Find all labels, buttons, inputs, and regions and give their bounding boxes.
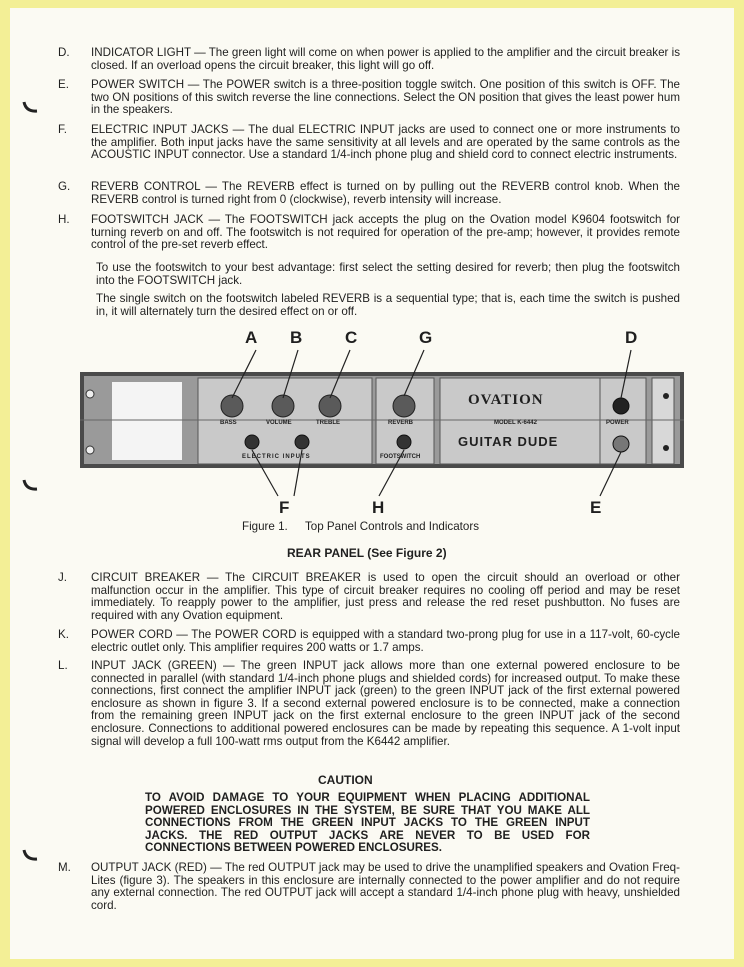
item-label: F. <box>58 123 68 136</box>
volume-label: VOLUME <box>266 420 292 426</box>
electric-inputs-label: ELECTRIC INPUTS <box>242 454 311 460</box>
callout-a: A <box>245 328 258 347</box>
treble-knob <box>319 395 341 417</box>
callout-c: C <box>345 328 358 347</box>
binder-hole-mark <box>22 100 36 114</box>
panel-screw <box>86 390 94 398</box>
footswitch-label: FOOTSWITCH <box>380 454 421 460</box>
item-input-jack-green <box>58 660 680 748</box>
callout-e: E <box>590 498 602 517</box>
item-label: J. <box>58 571 68 584</box>
item-text: FOOTSWITCH JACK — The FOOTSWITCH jack accepts the plug on the Ovation model K9604 footswitch for turning reverb on and off. The footswitch is not required for operation of the pre-amp; however, it provides remote control of the pre-set reverb effect. <box>91 213 680 252</box>
panel-screw <box>86 446 94 454</box>
panel-screw <box>663 393 669 399</box>
figure-caption-text: Top Panel Controls and Indicators <box>305 520 480 533</box>
callout-g: G <box>419 328 433 347</box>
item-label: K. <box>58 628 69 641</box>
product-name: GUITAR DUDE <box>458 434 559 449</box>
reverb-label: REVERB <box>388 420 414 426</box>
item-label: G. <box>58 180 71 193</box>
model-label: MODEL K-6442 <box>494 420 537 426</box>
footswitch-sequential-paragraph: The single switch on the footswitch labeled REVERB is a sequential type; that is, each time the switch is pushed in, it will alternately turn the desired effect on or off. <box>96 292 680 318</box>
callout-f: F <box>279 498 290 517</box>
treble-label: TREBLE <box>316 420 340 426</box>
callout-d: D <box>625 328 638 347</box>
blank-plate <box>112 382 182 460</box>
item-reverb-control <box>58 181 680 206</box>
panel-screw <box>663 445 669 451</box>
power-switch <box>613 436 629 452</box>
callout-h: H <box>372 498 385 517</box>
callout-b: B <box>290 328 303 347</box>
item-text: INDICATOR LIGHT — The green light will come on when power is applied to the amplifier and the circuit breaker is closed. If an overload opens the circuit breaker, this light will go off. <box>91 46 680 72</box>
item-text: ELECTRIC INPUT JACKS — The dual ELECTRIC INPUT jacks are used to connect one or more instruments to the amplifier. Both input jacks have the same sensitivity at all levels and are operated by the same controls as the ACOUSTIC INPUT connector. Use a standard 1/4-inch phone plug and shield cord to connect electric instruments. <box>91 123 680 162</box>
amplifier-panel-drawing <box>80 328 684 520</box>
item-text: INPUT JACK (GREEN) — The green INPUT jack allows more than one external powered enclosure to be connected in parallel (with standard 1/4-inch phone plugs and shielded cords) for increased output. To make these connections, first connect the amplifier INPUT jack (green) to the green INPUT jack of the first external powered enclosure as shown in figure 3. If a second external powered enclosure is to be connected, make a connection from the remaining green INPUT jack on the first external enclosure to the green INPUT jack of the second enclosure. Connections to additional powered enclosures can be made by repeating this sequence. A 1-volt input signal will develop a full 100-watt rms output from the K6442 amplifier. <box>91 659 680 748</box>
indicator-light <box>613 398 629 414</box>
rear-panel-heading: REAR PANEL (See Figure 2) <box>287 546 447 560</box>
item-output-jack-red <box>58 862 680 912</box>
binder-hole-mark <box>22 848 36 862</box>
binder-hole-mark <box>22 478 36 492</box>
volume-knob <box>272 395 294 417</box>
item-circuit-breaker <box>58 572 680 622</box>
reverb-knob <box>393 395 415 417</box>
side-plate <box>652 378 674 464</box>
power-label: POWER <box>606 420 629 426</box>
item-electric-input-jacks <box>58 124 680 162</box>
item-text: REVERB CONTROL — The REVERB effect is turned on by pulling out the REVERB control knob. When the REVERB control is turned right from 0 (clockwise), reverb intensity will increase. <box>91 180 680 206</box>
item-label: L. <box>58 659 68 672</box>
top-panel-figure <box>80 328 684 520</box>
item-label: H. <box>58 213 70 226</box>
bass-knob <box>221 395 243 417</box>
item-power-switch <box>58 79 680 117</box>
brand-logo: OVATION <box>468 392 544 408</box>
electric-input-jack-1 <box>245 435 259 449</box>
footswitch-jack <box>397 435 411 449</box>
item-label: D. <box>58 46 70 59</box>
item-text: CIRCUIT BREAKER — The CIRCUIT BREAKER is used to open the circuit should an overload or other malfunction occur in the amplifier. This type of circuit breaker requires no cooling off period and may be reset immediately. To reapply power to the amplifier, just press and release the red reset pushbutton. No fuses are required with any Ovation equipment. <box>91 571 680 622</box>
caution-heading: CAUTION <box>318 773 373 787</box>
item-label: M. <box>58 861 71 874</box>
item-power-cord <box>58 629 680 654</box>
item-text: POWER SWITCH — The POWER switch is a three-position toggle switch. One position of this switch is OFF. The two ON positions of this switch reverse the line connections. Select the ON position that gives the least power hum in the speakers. <box>91 78 680 117</box>
item-label: E. <box>58 78 69 91</box>
bass-label: BASS <box>220 420 237 426</box>
item-indicator-light <box>58 47 680 72</box>
footswitch-usage-paragraph: To use the footswitch to your best advantage: first select the setting desired for reverb; then plug the footswitch into the FOOTSWITCH jack. <box>96 261 680 287</box>
item-text: POWER CORD — The POWER CORD is equipped with a standard two-prong plug for use in a 117-volt, 60-cycle electric outlet only. This amplifier requires 200 watts or 1.7 amps. <box>91 628 680 654</box>
figure-caption <box>242 520 479 533</box>
caution-text: TO AVOID DAMAGE TO YOUR EQUIPMENT WHEN PLACING ADDITIONAL POWERED ENCLOSURES IN THE SYSTEM, BE SURE THAT YOU MAKE ALL CONNECTIONS FROM THE GREEN INPUT JACKS TO THE GREEN INPUT JACKS. THE RED OUTPUT JACKS ARE NEVER TO BE USED FOR CONNECTIONS BETWEEN POWERED ENCLOSURES. <box>145 791 590 855</box>
figure-number: Figure 1. <box>242 520 288 533</box>
item-footswitch-jack <box>58 214 680 252</box>
electric-input-jack-2 <box>295 435 309 449</box>
item-text: OUTPUT JACK (RED) — The red OUTPUT jack may be used to drive the unamplified speakers and Ovation Freq-Lites (figure 3). The speakers in this enclosure are internally connected to the power amplifier and do not require any external connection. The red OUTPUT jack will accept a standard 1/4-inch phone plug with heavy, unshielded cord. <box>91 861 680 912</box>
